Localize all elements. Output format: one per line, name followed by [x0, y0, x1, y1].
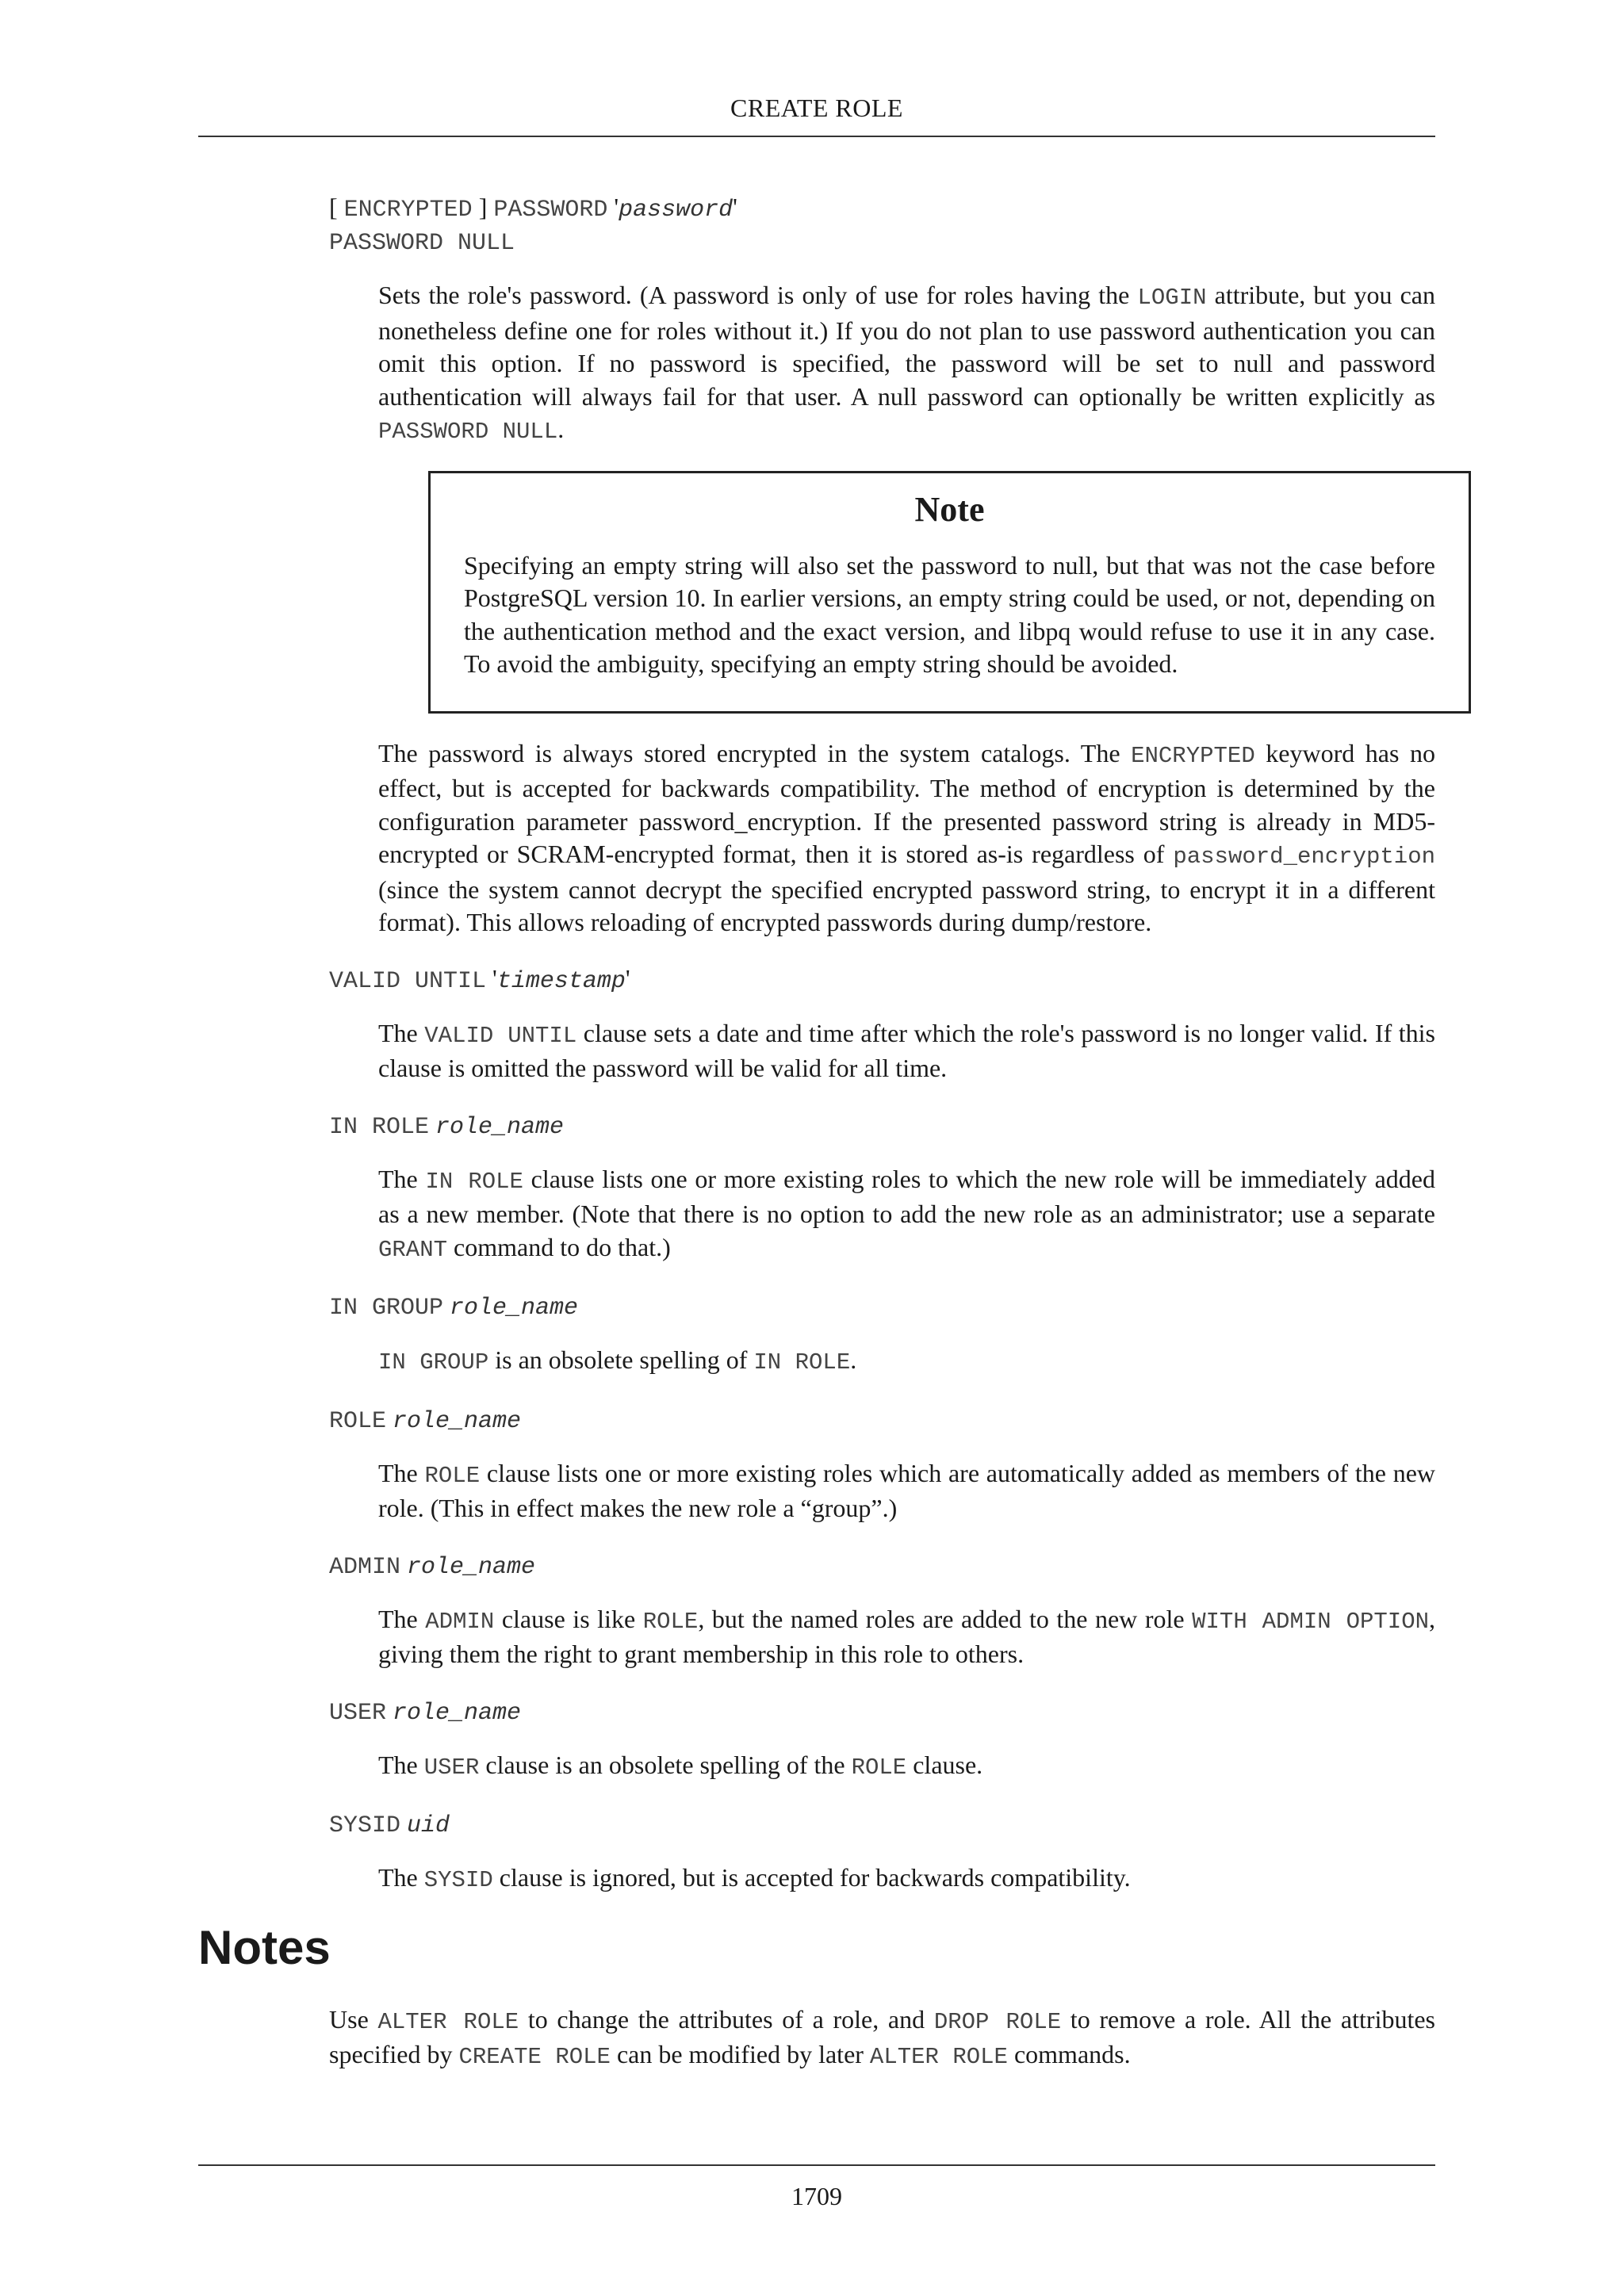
term-password-line	[329, 190, 1435, 227]
note-body: Specifying an empty string will also set the password to null, but that was not the case before PostgreSQL version 10. In earlier versions, an empty string could be used, or not, depending on the authentication method and the exact version, and libpq would refuse to use it in any case. To avoid the ambiguity, specifying an empty string should be avoided.	[464, 550, 1435, 678]
para-code: ALTER ROLE	[869, 2044, 1008, 2070]
desc-text: The	[378, 1750, 424, 1779]
term-keyword: ENCRYPTED	[343, 197, 473, 224]
desc-text: clause.	[906, 1750, 983, 1779]
term-keyword: ROLE	[329, 1407, 387, 1435]
section-heading-notes: Notes	[198, 1920, 331, 1974]
term-text: '	[486, 963, 497, 993]
para-text: commands.	[1007, 2040, 1131, 2068]
desc-text: , but the named roles are added to the new role	[698, 1604, 1193, 1633]
term-parameter: timestamp	[496, 967, 626, 995]
desc-code: IN ROLE	[753, 1349, 851, 1376]
description-valid-until	[378, 1017, 1435, 1085]
desc-text: command to do that.)	[447, 1232, 671, 1261]
term-user	[329, 1693, 1435, 1730]
term-role	[329, 1402, 1435, 1438]
term-text: ]	[472, 193, 494, 221]
desc-text: clause lists one or more existing roles which are automatically added as members of the new role. (This in effect makes the new role a “group”.)	[378, 1458, 1436, 1522]
desc-text: clause is ignored, but is accepted for backwards compatibility.	[492, 1863, 1131, 1892]
para-code: ALTER ROLE	[377, 2008, 519, 2035]
term-valid-until	[329, 962, 1435, 998]
desc-code: ADMIN	[425, 1608, 495, 1635]
description-role	[378, 1457, 1435, 1525]
term-text: [	[329, 193, 344, 221]
term-parameter: role_name	[393, 1699, 522, 1727]
desc-text: Sets the role's password. (A password is only of use for roles having the	[378, 281, 1138, 309]
term-parameter: password	[619, 197, 733, 224]
term-password	[329, 190, 1435, 260]
footer-rule	[198, 2164, 1435, 2166]
desc-text: attribute, but you can nonetheless define one for roles without it.) If you do not plan to use password authentication you can omit this option. If no password is specified, the password will be set to null and password authentication will always fail for that user. A null password can optionally be written explicitly as	[378, 281, 1436, 411]
desc-text: The password is always stored encrypted in the system catalogs. The	[378, 738, 1132, 767]
term-parameter: role_name	[450, 1295, 579, 1322]
term-parameter: role_name	[393, 1407, 522, 1435]
desc-text: The	[378, 1604, 426, 1633]
para-text: Use	[329, 2004, 378, 2034]
desc-code: USER	[423, 1754, 480, 1781]
desc-text: The	[378, 1164, 426, 1193]
term-keyword: IN GROUP	[329, 1295, 444, 1322]
desc-text: keyword has no effect, but is accepted for backwards compatibility. The method of encryption is determined by the configuration parameter password_encryption. If the presented password string is already in MD5-encrypted or SCRAM-encrypted format, then it is stored as-is regardless of	[378, 738, 1435, 868]
desc-text: (since the system cannot decrypt the specified encrypted password string, to encrypt it in a different format). This allows reloading of encrypted passwords during dump/restore.	[378, 874, 1435, 936]
term-keyword: VALID UNTIL	[329, 967, 487, 995]
desc-text: clause sets a date and time after which the role's password is no longer valid. If this clause is omitted the password will be valid for all time.	[378, 1018, 1436, 1082]
desc-text: The	[378, 1018, 425, 1047]
page-content	[198, 190, 1435, 2074]
term-parameter: role_name	[407, 1553, 536, 1581]
para-text: to change the attributes of a role, and	[519, 2004, 934, 2034]
desc-text: clause is an obsolete spelling of the	[479, 1750, 852, 1779]
note-title: Note	[914, 489, 985, 529]
description-in-role	[378, 1163, 1435, 1267]
term-parameter: role_name	[435, 1113, 565, 1141]
term-password-null: PASSWORD NULL	[329, 230, 515, 257]
term-text: '	[607, 193, 619, 221]
description-user	[378, 1749, 1435, 1785]
para-code: DROP ROLE	[933, 2008, 1062, 2035]
desc-text: is an obsolete spelling of	[488, 1345, 754, 1374]
desc-code: GRANT	[378, 1236, 448, 1263]
desc-text: The	[378, 1458, 425, 1487]
term-keyword: ADMIN	[329, 1553, 401, 1581]
desc-code: VALID UNTIL	[424, 1022, 577, 1049]
desc-code: PASSWORD NULL	[378, 419, 558, 445]
para-text: can be modified by later	[610, 2040, 870, 2068]
term-admin	[329, 1548, 1435, 1584]
desc-code: IN GROUP	[378, 1349, 489, 1376]
desc-code: ENCRYPTED	[1131, 742, 1255, 769]
description-in-group	[378, 1344, 1435, 1380]
desc-text: clause is like	[494, 1604, 643, 1633]
desc-code: WITH ADMIN OPTION	[1192, 1608, 1430, 1635]
desc-code: ROLE	[424, 1462, 481, 1489]
note-box	[428, 471, 1471, 714]
header-rule	[198, 136, 1435, 137]
desc-text: , giving them the right to grant membership in this role to others.	[378, 1604, 1436, 1668]
desc-text: .	[850, 1345, 857, 1374]
notes-paragraph	[329, 2003, 1435, 2074]
description-sysid	[378, 1862, 1435, 1897]
term-parameter: uid	[407, 1812, 450, 1839]
running-header: CREATE ROLE	[730, 94, 903, 122]
desc-text: clause lists one or more existing roles to which the new role will be immediately added as a new member. (Note that there is no option to add the new role as an administrator; use a separate	[378, 1164, 1436, 1228]
desc-code: SYSID	[423, 1867, 493, 1893]
para-code: CREATE ROLE	[458, 2044, 611, 2070]
description-password	[378, 279, 1435, 449]
term-keyword: IN ROLE	[329, 1113, 430, 1141]
desc-text: .	[557, 415, 565, 443]
term-keyword: USER	[329, 1699, 387, 1727]
desc-code: ROLE	[851, 1754, 907, 1781]
desc-text: The	[378, 1863, 424, 1892]
desc-code: IN ROLE	[425, 1168, 523, 1195]
term-keyword: PASSWORD	[493, 197, 608, 224]
page-number: 1709	[791, 2182, 842, 2210]
term-text: '	[625, 963, 630, 993]
desc-code: ROLE	[642, 1608, 699, 1635]
description-encryption	[378, 737, 1435, 939]
term-in-role	[329, 1108, 1435, 1144]
term-sysid	[329, 1806, 1435, 1843]
term-text: '	[733, 193, 737, 221]
desc-code: password_encryption	[1173, 844, 1435, 870]
desc-code: LOGIN	[1137, 285, 1207, 311]
para-text: to remove a role. All the attributes specified by	[329, 2004, 1436, 2068]
description-admin	[378, 1603, 1435, 1671]
term-in-group	[329, 1288, 1435, 1325]
term-keyword: SYSID	[329, 1812, 401, 1839]
